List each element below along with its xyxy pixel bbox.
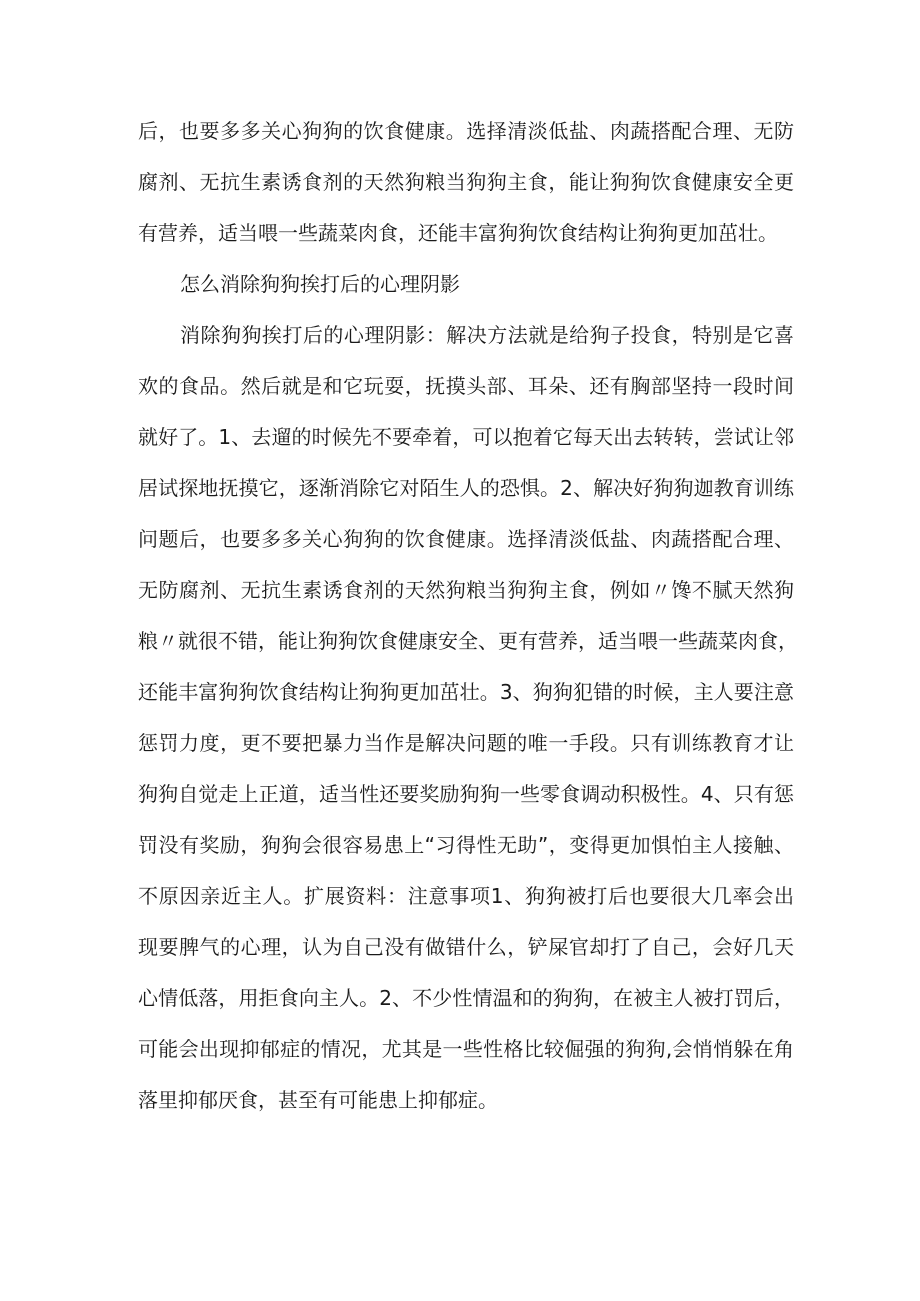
paragraph-line: 不原因亲近主人。扩展资料：注意事项1、狗狗被打后也要很大几率会出 [138, 884, 794, 908]
paragraph-line: 心情低落，用拒食向主人。2、不少性情温和的狗狗，在被主人被打罚后， [138, 986, 794, 1010]
paragraph-line: 罚没有奖励，狗狗会很容易患上“习得性无助”，变得更加惧怕主人接触、 [138, 833, 794, 857]
paragraph-line: 消除狗狗挨打后的心理阴影：解决方法就是给狗子投食，特别是它喜 [180, 323, 794, 347]
paragraph-line: 居试探地抚摸它，逐渐消除它对陌生人的恐惧。2、解决好狗狗迦教育训练 [138, 476, 794, 500]
paragraph-line: 还能丰富狗狗饮食结构让狗狗更加茁壮。3、狗狗犯错的时候，主人要注意 [138, 680, 794, 704]
paragraph-line: 惩罚力度，更不要把暴力当作是解决问题的唯一手段。只有训练教育才让 [138, 731, 794, 755]
paragraph-line: 腐剂、无抗生素诱食剂的天然狗粮当狗狗主食，能让狗狗饮食健康安全更 [138, 170, 794, 194]
paragraph-line: 现要脾气的心理，认为自己没有做错什么，铲屎官却打了自己，会好几天 [138, 935, 794, 959]
paragraph-line: 可能会出现抑郁症的情况，尤其是一些性格比较倔强的狗狗,会悄悄躲在角 [138, 1037, 794, 1061]
section-heading: 怎么消除狗狗挨打后的心理阴影 [180, 272, 460, 296]
paragraph-line: 后，也要多多关心狗狗的饮食健康。选择清淡低盐、肉蔬搭配合理、无防 [138, 119, 794, 143]
paragraph-line: 粮〃就很不错，能让狗狗饮食健康安全、更有营养，适当喂一些蔬菜肉食， [138, 629, 798, 653]
paragraph-line: 狗狗自觉走上正道，适当性还要奖励狗狗一些零食调动积极性。4、只有惩 [138, 782, 794, 806]
paragraph-line: 无防腐剂、无抗生素诱食剂的天然狗粮当狗狗主食，例如〃馋不腻天然狗 [138, 578, 794, 602]
paragraph-line: 就好了。1、去遛的时候先不要牵着，可以抱着它每天出去转转，尝试让邻 [138, 425, 794, 449]
paragraph-line: 落里抑郁厌食，甚至有可能患上抑郁症。 [138, 1088, 498, 1112]
paragraph-line: 欢的食品。然后就是和它玩耍，抚摸头部、耳朵、还有胸部坚持一段时间 [138, 374, 794, 398]
paragraph-line: 问题后，也要多多关心狗狗的饮食健康。选择清淡低盐、肉蔬搭配合理、 [138, 527, 794, 551]
paragraph-line: 有营养，适当喂一些蔬菜肉食，还能丰富狗狗饮食结构让狗狗更加茁壮。 [138, 221, 778, 245]
